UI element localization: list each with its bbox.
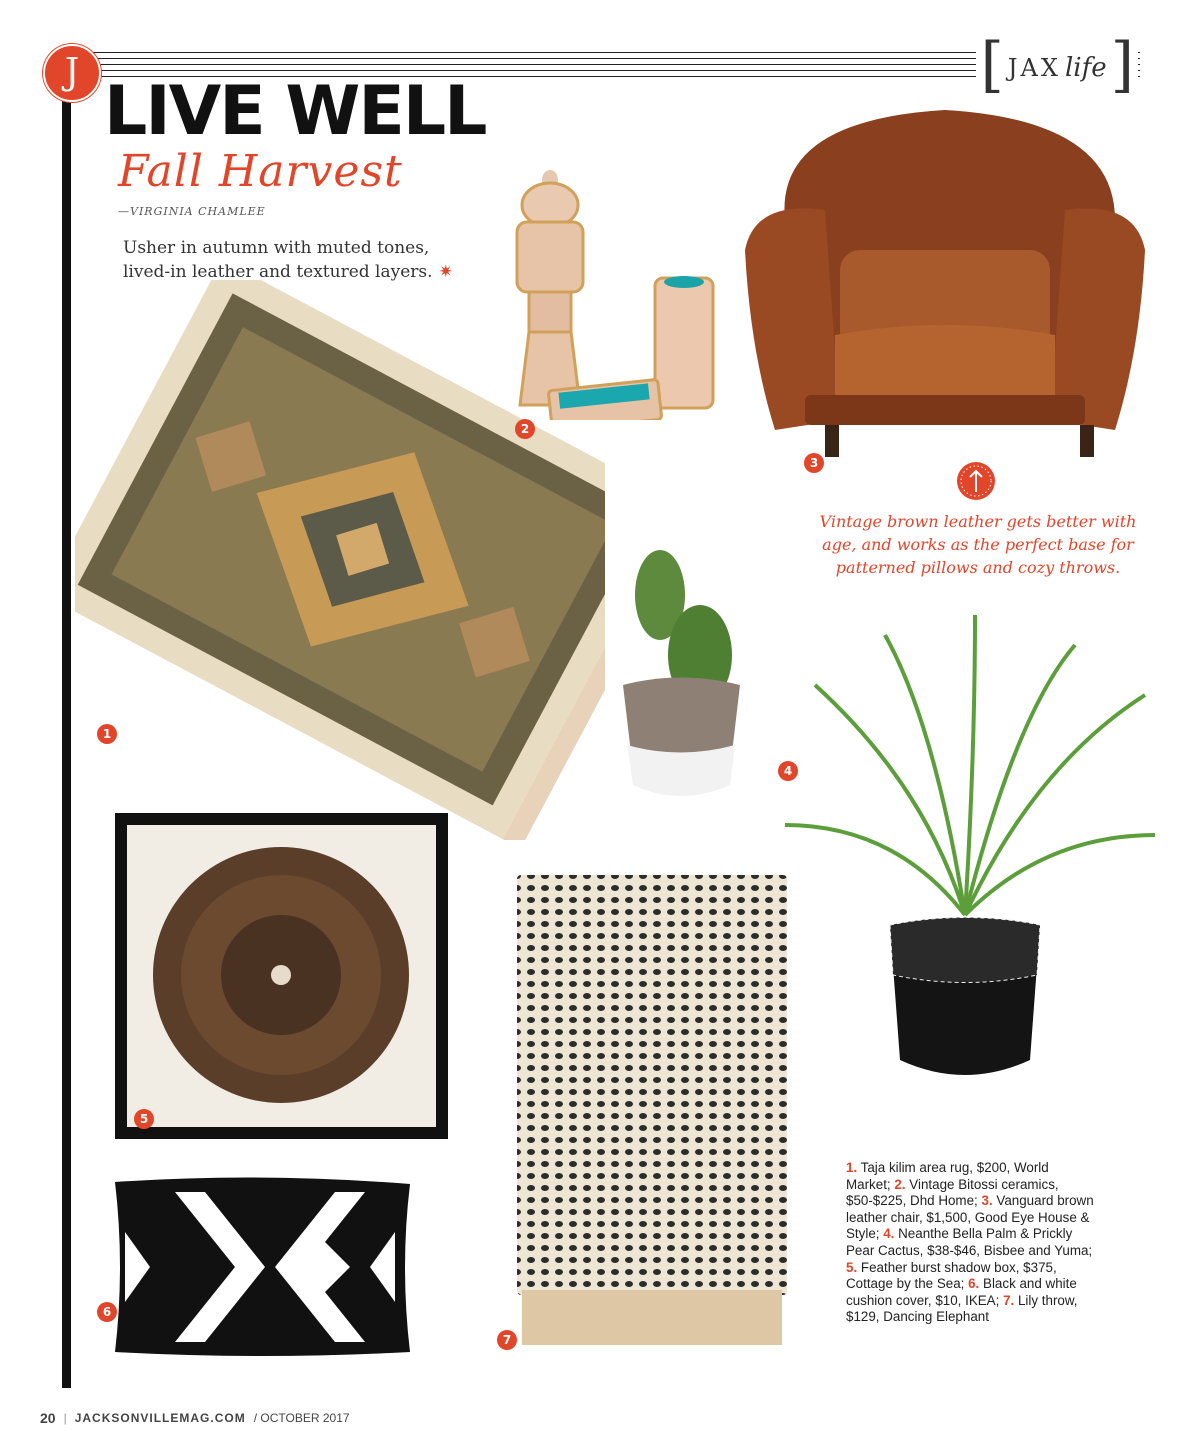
section-bracket-right: ] [1110,30,1134,100]
feather-burst-graphic [127,825,436,1127]
intro-text [123,236,463,284]
star-icon: ✷ [438,262,453,282]
section-label [976,30,1138,100]
item-number-6: 6 [97,1302,117,1322]
page-number: 20 [40,1410,56,1426]
footer-issue: / OCTOBER 2017 [253,1411,350,1425]
shadow-box-inner [127,825,436,1127]
j-badge: J [43,44,101,102]
credit-text-5: Feather burst shadow box, $375, Cottage by the Sea; [846,1259,1057,1292]
credit-num-4: 4. [883,1226,895,1242]
leather-chair-image [745,100,1145,470]
credit-text-4: Neanthe Bella Palm & Prickly Pear Cactus, $38-$46, Bisbee and Yuma; [846,1226,1093,1258]
credit-num-2: 2. [894,1176,906,1192]
section-jax: JAX [1007,54,1061,82]
footer-site[interactable]: JACKSONVILLEMAG.COM [74,1411,246,1425]
credit-num-5: 5. [846,1259,858,1275]
product-credits [846,1160,1096,1326]
credit-text-6: Black and white cushion cover, $10, IKEA; [846,1276,1077,1308]
credit-text-1: Taja kilim area rug, $200, World Market; [846,1160,1049,1192]
credit-text-2: Vintage Bitossi ceramics, $50-$225, Dhd Home; [846,1176,1059,1209]
intro-line-2: lived-in leather and textured layers. [123,262,433,282]
credit-num-1: 1. [846,1160,858,1175]
page-subtitle: Fall Harvest [118,146,403,197]
credit-text-3: Vanguard brown leather chair, $1,500, Good Eye House & Style; [846,1193,1094,1242]
section-life: life [1064,53,1107,83]
ceramics-image [505,160,715,420]
arrow-up-icon [957,462,995,500]
palm-image [775,605,1160,1090]
item-number-4: 4 [778,761,798,781]
throw-image [512,870,792,1350]
page-title: LIVE WELL [104,72,486,151]
chair-caption [808,510,1148,579]
section-bracket-left: [ [980,30,1004,100]
item-number-1: 1 [97,724,117,744]
item-number-5: 5 [134,1109,154,1129]
item-number-2: 2 [515,419,535,439]
cushion-image [105,1172,415,1362]
footer-divider: | [63,1411,67,1425]
cactus-image [605,545,755,810]
credit-num-7: 7. [1003,1292,1015,1308]
credit-text-7: Lily throw, $129, Dancing Elephant [846,1292,1078,1325]
caption-line-3: patterned pillows and cozy throws. [835,558,1121,577]
item-number-3: 3 [804,453,824,473]
page-footer [40,1410,350,1426]
left-vertical-bar [62,80,71,1388]
credit-num-6: 6. [968,1276,980,1292]
caption-line-2: age, and works as the perfect base for [822,535,1134,554]
caption-line-1: Vintage brown leather gets better with [819,512,1137,531]
shadow-box-image [115,813,448,1139]
credit-num-3: 3. [981,1193,993,1209]
item-number-7: 7 [497,1330,517,1350]
intro-line-1: Usher in autumn with muted tones, [123,238,430,258]
byline: —VIRGINIA CHAMLEE [118,205,266,218]
